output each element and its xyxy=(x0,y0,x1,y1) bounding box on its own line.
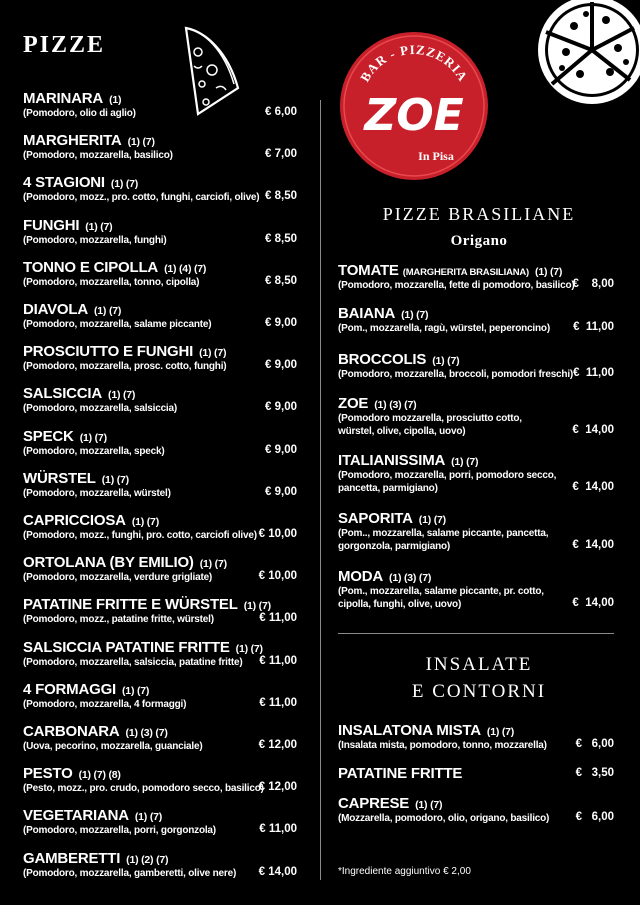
item-description: (Pomodoro, mozzarella, funghi) xyxy=(23,234,167,246)
item-allergens: (1) (7) xyxy=(110,178,139,191)
item-name-line xyxy=(338,765,568,782)
menu-item xyxy=(338,795,568,825)
item-name: BAIANA xyxy=(338,305,396,322)
item-description: gorgonzola, parmigiano) xyxy=(338,541,451,552)
item-description: (Uova, pecorino, mozzarella, guanciale) xyxy=(23,741,203,752)
item-description: (Pomodoro, mozz., pro. cotto, funghi, carciofi, olive) xyxy=(23,192,260,204)
item-name: SALSICCIA PATATINE FRITTE xyxy=(23,638,230,656)
item-allergens: (1) xyxy=(109,94,122,106)
section-title-brasiliane: PIZZE BRASILIANE xyxy=(382,204,576,224)
item-description: würstel, olive, cipolla, uovo) xyxy=(338,426,466,437)
item-allergens: (1) (7) xyxy=(127,136,155,149)
item-allergens: (1) (7) xyxy=(199,347,227,360)
item-name-line xyxy=(23,512,303,529)
item-price: € 9,00 xyxy=(265,443,297,456)
item-name: FUNGHI xyxy=(23,216,80,234)
item-name: 4 STAGIONI xyxy=(23,174,105,192)
item-price: € 11,00 xyxy=(259,823,297,836)
item-allergens: (1) (7) (8) xyxy=(78,769,121,782)
column-divider xyxy=(320,100,321,880)
item-description: (Pesto, mozz., pro. crudo, pomodoro secco, basilico) xyxy=(23,783,264,795)
item-price: € 6,00 xyxy=(575,811,614,823)
menu-item xyxy=(338,395,568,438)
item-description: (Pomodoro, mozzarella, basilico) xyxy=(23,150,173,162)
item-name-line xyxy=(23,596,303,613)
item-name-line xyxy=(338,262,568,279)
item-price: € 14,00 xyxy=(258,865,297,878)
item-name: SALSICCIA xyxy=(23,385,103,403)
item-name-line xyxy=(23,259,303,276)
item-name-line xyxy=(338,351,568,368)
item-name-line xyxy=(23,385,303,402)
logo-top-text: BAR - PIZZERIA xyxy=(357,41,471,85)
item-price: € 6,00 xyxy=(575,738,614,750)
pizzeria-logo xyxy=(338,30,490,182)
logo-brand: ZOE xyxy=(364,90,464,141)
item-name: SAPORITA xyxy=(338,510,413,527)
item-name-line xyxy=(23,90,303,107)
item-description: (Pomodoro, mozzarella, porri, pomodoro secco, xyxy=(338,470,557,481)
item-allergens: (1) (7) xyxy=(79,431,107,444)
item-price: € 8,00 xyxy=(572,278,614,290)
item-description: (Pomodoro, mozz., patatine fritte, würstel) xyxy=(23,614,214,626)
item-name: MARGHERITA xyxy=(23,132,122,150)
item-name: INSALATONA MISTA xyxy=(338,722,481,739)
item-allergens: (1) (7) xyxy=(199,558,227,571)
item-name: CARBONARA xyxy=(23,723,120,740)
menu-item xyxy=(338,351,574,381)
item-description: (Pomodoro, mozz., funghi, pro. cotto, carciofi olive) xyxy=(23,530,257,541)
item-allergens: (1) (2) (7) xyxy=(126,853,169,866)
item-name: MODA xyxy=(338,568,384,585)
item-price: € 11,00 xyxy=(573,321,614,333)
item-price: € 12,00 xyxy=(258,739,297,751)
item-name: PESTO xyxy=(23,765,73,783)
item-description: (Pomodoro, olio di aglio) xyxy=(23,108,136,119)
item-description: (Pomodoro, mozzarella, fette di pomodoro, basilico) xyxy=(338,280,575,291)
item-description: (Pomodoro, mozzarella, broccoli, pomodori freschi) xyxy=(338,369,574,380)
item-price: € 9,00 xyxy=(265,485,297,498)
item-description: pancetta, parmigiano) xyxy=(338,483,438,494)
item-description: (Mozzarella, pomodoro, olio, origano, basilico) xyxy=(338,813,550,824)
item-name-line xyxy=(23,217,303,234)
item-description: (Pomodoro, mozzarella, verdure grigliate) xyxy=(23,572,213,584)
item-description: (Pomodoro, mozzarella, salame piccante) xyxy=(23,319,212,330)
section-title-pizze: PIZZE xyxy=(23,32,106,58)
item-name: ITALIANISSIMA xyxy=(338,452,446,469)
section-subtitle-origano: Origano xyxy=(450,233,508,249)
item-price: € 6,00 xyxy=(265,106,297,118)
item-name-line xyxy=(338,510,568,527)
item-price: € 14,00 xyxy=(572,539,614,551)
item-name: MARINARA xyxy=(23,90,104,107)
item-name-line xyxy=(338,305,568,322)
item-description: (Pomodoro mozzarella, prosciutto cotto, xyxy=(338,413,522,424)
section-separator xyxy=(338,633,614,634)
menu-item xyxy=(338,305,568,335)
item-price: € 11,00 xyxy=(259,696,297,709)
item-allergens: (1) (4) (7) xyxy=(164,262,207,275)
item-price: € 8,50 xyxy=(265,232,297,245)
item-name: TONNO E CIPOLLA xyxy=(23,258,159,276)
item-allergens: (1) (7) xyxy=(85,220,113,233)
menu-item xyxy=(338,765,568,782)
item-name-line xyxy=(23,174,303,191)
item-name-line xyxy=(23,343,303,360)
menu-item xyxy=(338,568,568,611)
menu-item xyxy=(338,722,568,752)
item-name: PROSCIUTTO E FUNGHI xyxy=(23,343,194,361)
item-name: PATATINE FRITTE xyxy=(338,765,463,782)
item-name: ZOE xyxy=(338,395,369,412)
item-description: (Pom., mozzarella, salame piccante, pr. cotto, xyxy=(338,586,544,597)
item-price: € 14,00 xyxy=(572,481,614,493)
item-allergens: (1) (7) xyxy=(535,266,563,278)
item-price: € 8,50 xyxy=(265,274,297,287)
item-name: 4 FORMAGGI xyxy=(23,680,117,698)
item-name-line xyxy=(23,132,303,149)
item-name: PATATINE FRITTE E WÜRSTEL xyxy=(23,596,238,614)
item-name-line xyxy=(23,554,303,571)
item-description: (Pomodoro, mozzarella, 4 formaggi) xyxy=(23,698,187,710)
item-allergens: (1) (7) xyxy=(235,642,263,655)
item-allergens: (1) (7) xyxy=(108,389,136,402)
item-name-line xyxy=(338,452,568,469)
item-price: € 14,00 xyxy=(572,597,614,609)
footnote: *Ingrediente aggiuntivo € 2,00 xyxy=(338,866,471,877)
menu-item xyxy=(338,510,568,553)
item-price: € 10,00 xyxy=(258,528,297,540)
item-name-line xyxy=(23,470,303,487)
item-subname: (MARGHERITA BRASILIANA) xyxy=(402,267,530,278)
item-allergens: (1) (7) xyxy=(243,600,271,613)
item-price: € 8,50 xyxy=(265,190,297,203)
item-allergens: (1) (7) xyxy=(432,355,460,367)
item-allergens: (1) (7) xyxy=(94,305,122,317)
item-name: GAMBERETTI xyxy=(23,849,121,867)
item-allergens: (1) (7) xyxy=(101,473,129,486)
item-name-line xyxy=(23,765,303,782)
item-price: € 11,00 xyxy=(259,654,297,667)
item-allergens: (1) (3) (7) xyxy=(374,399,417,411)
item-description: (Pomodoro, mozzarella, würstel) xyxy=(23,487,171,499)
item-price: € 3,50 xyxy=(575,767,614,779)
item-price: € 11,00 xyxy=(573,367,614,379)
item-allergens: (1) (7) xyxy=(131,516,159,528)
item-name-line xyxy=(338,795,568,812)
item-name: TOMATE xyxy=(338,262,399,279)
item-description: (Pomodoro, mozzarella, salsiccia) xyxy=(23,403,178,415)
item-price: € 14,00 xyxy=(572,424,614,436)
item-allergens: (1) (7) xyxy=(418,514,446,526)
item-price: € 9,00 xyxy=(265,401,297,414)
item-name: CAPRESE xyxy=(338,795,410,812)
item-price: € 9,00 xyxy=(265,317,297,329)
menu-item xyxy=(338,452,568,495)
section-title-insalate: INSALATE xyxy=(425,654,533,675)
item-allergens: (1) (7) xyxy=(451,456,479,468)
item-description: cipolla, funghi, olive, uovo) xyxy=(338,599,462,610)
item-price: € 9,00 xyxy=(265,359,297,372)
item-description: (Pomodoro, mozzarella, gamberetti, olive nere) xyxy=(23,867,237,879)
item-price: € 7,00 xyxy=(265,148,297,161)
item-name-line xyxy=(23,428,303,445)
item-description: (Pom., mozzarella, ragù, würstel, peperoncino) xyxy=(338,323,550,334)
item-name-line xyxy=(338,722,568,739)
item-name-line xyxy=(338,568,568,585)
item-name-line xyxy=(23,681,303,698)
item-allergens: (1) (7) xyxy=(401,309,429,321)
item-name: SPECK xyxy=(23,427,74,445)
item-name: ORTOLANA (BY EMILIO) xyxy=(23,554,194,572)
item-price: € 10,00 xyxy=(258,570,297,583)
item-description: (Pomodoro, mozzarella, tonno, cipolla) xyxy=(23,276,200,288)
section-title-contorni: E CONTORNI xyxy=(411,681,547,702)
item-name-line xyxy=(23,850,303,867)
pizza-icon xyxy=(522,0,640,118)
item-allergens: (1) (3) (7) xyxy=(389,572,432,584)
item-allergens: (1) (7) xyxy=(122,684,150,697)
item-name: VEGETARIANA xyxy=(23,807,129,825)
item-name-line xyxy=(23,639,303,656)
item-name: WÜRSTEL xyxy=(23,469,96,487)
item-description: (Pom.., mozzarella, salame piccante, pancetta, xyxy=(338,528,549,539)
item-description: (Pomodoro, mozzarella, prosc. cotto, funghi) xyxy=(23,361,227,373)
item-allergens: (1) (7) xyxy=(134,811,163,824)
item-description: (Pomodoro, mozzarella, porri, gorgonzola) xyxy=(23,825,216,837)
item-name-line xyxy=(338,395,568,412)
item-description: (Pomodoro, mozzarella, speck) xyxy=(23,445,165,457)
item-name-line xyxy=(23,807,303,824)
logo-bottom-text: In Pisa xyxy=(418,149,454,163)
item-name-line xyxy=(23,301,303,318)
item-allergens: (1) (7) xyxy=(415,799,443,811)
item-description: (Pomodoro, mozzarella, salsiccia, patatine fritte) xyxy=(23,656,243,668)
item-allergens: (1) (3) (7) xyxy=(125,727,168,739)
item-name: CAPRICCIOSA xyxy=(23,512,126,529)
item-allergens: (1) (7) xyxy=(486,726,515,738)
item-name: BROCCOLIS xyxy=(338,351,427,368)
menu-item xyxy=(338,262,575,292)
item-name: DIAVOLA xyxy=(23,301,88,318)
item-price: € 11,00 xyxy=(259,612,297,625)
item-price: € 12,00 xyxy=(258,781,297,794)
item-name-line xyxy=(23,723,303,740)
item-description: (Insalata mista, pomodoro, tonno, mozzarella) xyxy=(338,740,547,751)
